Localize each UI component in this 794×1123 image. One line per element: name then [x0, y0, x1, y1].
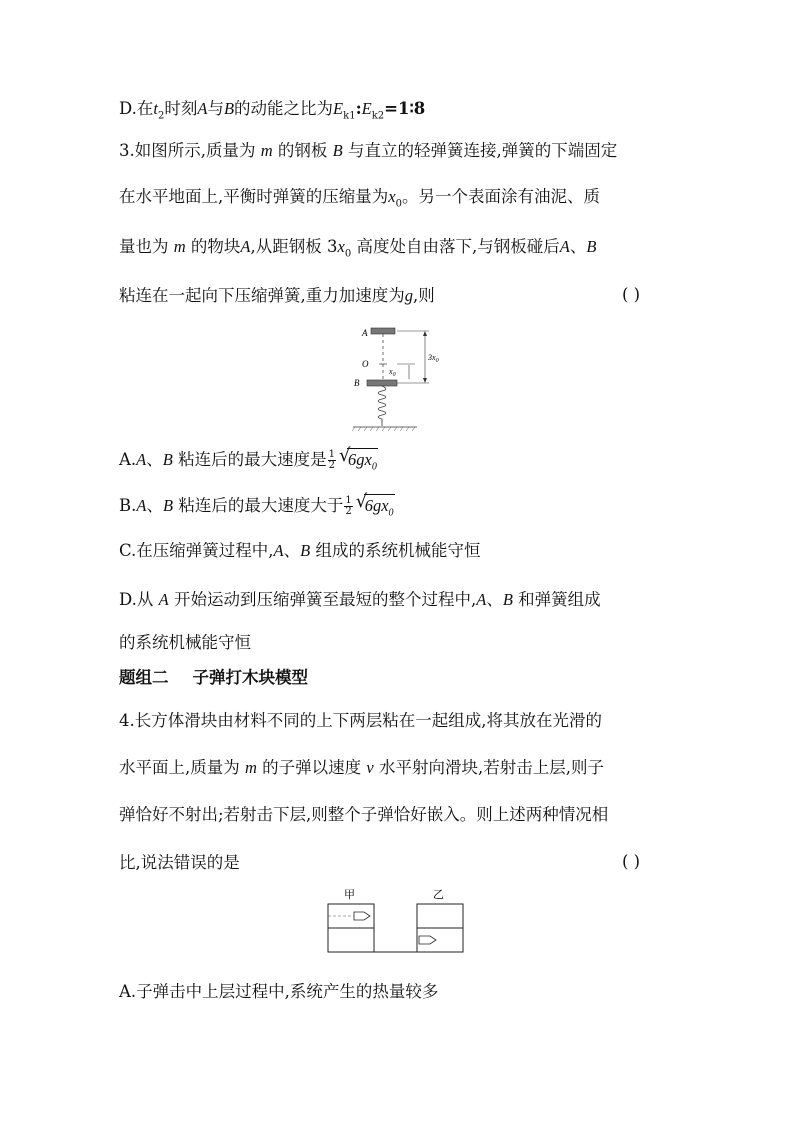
text: 高度处自由落下,与钢板碰后 [356, 237, 560, 256]
var-a: A [559, 237, 570, 256]
text: 的钢板 [277, 141, 328, 160]
text: 的动能之比为 [234, 99, 334, 118]
group-label: 题组二 [119, 668, 169, 687]
var-x: x [388, 187, 396, 206]
text: 、 [146, 496, 163, 515]
text: A. [119, 450, 137, 469]
q3-option-b [119, 491, 395, 524]
text: 粘连后的最大速度大于 [178, 496, 344, 515]
bullet-yi [419, 936, 436, 944]
text: 的子弹以速度 [262, 758, 362, 777]
text: 、 [146, 450, 163, 469]
ground-hatch [352, 427, 415, 431]
q3-option-c [119, 540, 480, 562]
var-b: B [502, 590, 513, 609]
ratio: =1∶8 [384, 99, 426, 118]
var-b: B [162, 450, 173, 469]
text: ,则 [413, 286, 435, 305]
var-e: E [333, 99, 344, 118]
q3-option-d-cont [119, 632, 251, 654]
text: 4.长方体滑块由材料不同的上下两层粘在一起组成,将其放在光滑的 [119, 711, 602, 730]
q4-line-2 [119, 757, 604, 779]
q3-option-a [119, 445, 378, 478]
text: 与 [207, 99, 224, 118]
3x0-arrowhead-bottom [423, 378, 427, 383]
q3-line-1 [119, 140, 617, 162]
3x0-arrowhead-top [423, 331, 427, 336]
answer-paren: ( ) [622, 852, 641, 871]
sub: k1 [343, 110, 356, 122]
var-m: m [260, 141, 273, 160]
text: 组成的系统机械能守恒 [315, 541, 481, 560]
q3-line-2 [119, 186, 600, 215]
fraction: $\frac{1}{2}$ [345, 495, 352, 517]
fraction: $\frac{1}{2}$ [328, 449, 335, 471]
sqrt: √ $6gx_0$ [356, 494, 395, 524]
var-m: m [245, 758, 257, 777]
text: 与直立的轻弹簧连接,弹簧的下端固定 [348, 141, 618, 160]
label-yi: 乙 [433, 888, 444, 901]
sqrt: √ $6gx_0$ [339, 448, 378, 478]
var-x: x [337, 237, 345, 256]
var-g: g [404, 286, 413, 305]
text: 开始运动到压缩弹簧至最短的整个过程中, [173, 590, 477, 609]
text: 比,说法错误的是 [119, 853, 240, 872]
group-title: 子弹打木块模型 [192, 668, 308, 687]
sub: 2 [157, 110, 165, 122]
q2-option-d [119, 98, 425, 127]
var-m: m [173, 237, 186, 256]
text: 水平射向滑块,若射击上层,则子 [379, 758, 604, 777]
label-a: A [362, 328, 368, 338]
spring-figure [335, 325, 465, 435]
var-b: B [300, 541, 311, 560]
answer-paren: ( ) [622, 285, 641, 304]
text: 水平面上,质量为 [119, 758, 240, 777]
text: 粘连在一起向下压缩弹簧,重力加速度为 [119, 286, 405, 305]
text: 的物块 [190, 237, 241, 256]
text: 、 [283, 541, 301, 560]
x0-label: $x_0$ [389, 367, 396, 378]
q3-line-4 [119, 285, 435, 307]
var-a: A [273, 541, 284, 560]
text: 、 [569, 237, 587, 256]
text: 和弹簧组成 [518, 590, 601, 609]
text: A.子弹击中上层过程中,系统产生的热量较多 [119, 982, 439, 1001]
block-a [371, 328, 395, 334]
var-a: A [158, 590, 169, 609]
text: 的系统机械能守恒 [119, 633, 251, 652]
var-a: A [476, 590, 487, 609]
text: : [355, 99, 362, 118]
var-b: B [332, 141, 343, 160]
var-v: v [366, 758, 374, 777]
var-a: A [136, 496, 147, 515]
var-e: E [361, 99, 372, 118]
sub: 0 [395, 198, 402, 210]
var-t: t [153, 99, 158, 118]
text: D.从 [119, 590, 154, 609]
bullet-jia [354, 912, 370, 920]
text: D.在 [119, 99, 154, 118]
sub: 0 [344, 248, 352, 260]
label-jia: 甲 [344, 888, 355, 901]
q3-option-d [119, 589, 601, 611]
text: B. [119, 496, 137, 515]
var-a: A [240, 237, 251, 256]
text: 3.如图所示,质量为 [119, 141, 256, 160]
text: 在水平地面上,平衡时弹簧的压缩量为 [119, 187, 389, 206]
q3-line-3 [119, 236, 596, 265]
var-b: B [223, 99, 235, 118]
text: 时刻 [164, 99, 198, 118]
label-o: O [362, 359, 369, 369]
text: 、 [486, 590, 503, 609]
q4-line-1 [119, 710, 602, 732]
text: 。另一个表面涂有油泥、质 [401, 187, 600, 206]
group-heading [119, 667, 308, 689]
text: ,从距钢板 3 [250, 237, 338, 256]
q4-line-4 [119, 852, 240, 874]
text: 量也为 [119, 237, 169, 256]
q4-option-a [119, 981, 438, 1003]
spring [378, 386, 386, 426]
q4-line-3 [119, 804, 608, 826]
block-b [367, 380, 397, 386]
3x0-label: $3x_0$ [428, 353, 439, 364]
text: 弹恰好不射出;若射击下层,则整个子弹恰好嵌入。则上述两种情况相 [119, 805, 609, 824]
label-b: B [354, 378, 360, 388]
sub: k2 [371, 110, 385, 122]
var-a: A [136, 450, 147, 469]
text: C.在压缩弹簧过程中, [119, 541, 274, 560]
text: 粘连后的最大速度是 [178, 450, 327, 469]
var-b: B [162, 496, 174, 515]
bullet-block-figure [322, 886, 482, 956]
var-b: B [586, 237, 597, 256]
var-a: A [197, 99, 208, 118]
